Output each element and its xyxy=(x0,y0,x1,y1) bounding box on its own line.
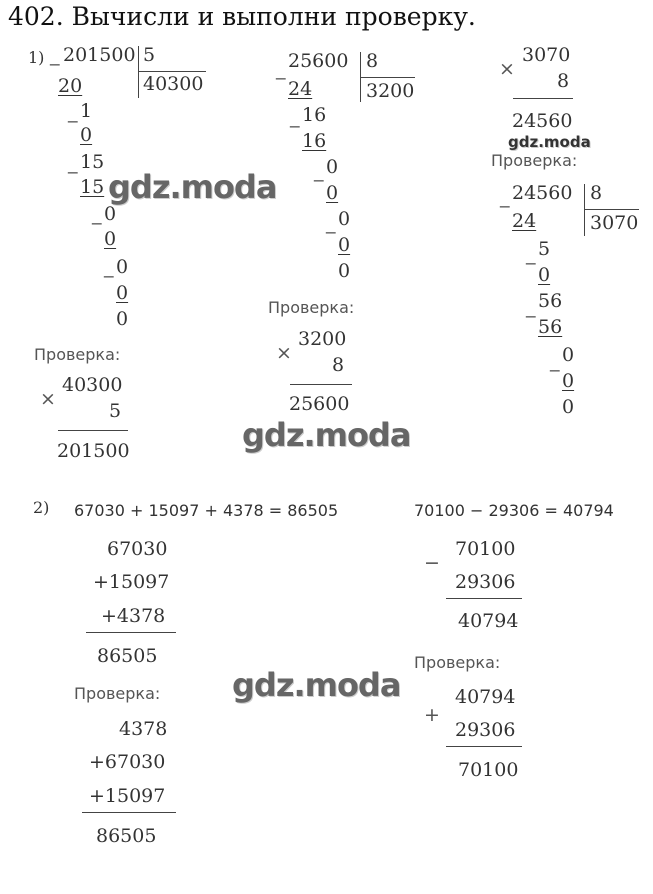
divisor: 8 xyxy=(366,50,379,72)
sum-line xyxy=(446,746,522,747)
divisor: 5 xyxy=(143,44,156,66)
step: 0 xyxy=(338,260,351,282)
minus-sign: _ xyxy=(92,203,102,225)
check-label: Проверка: xyxy=(34,345,121,364)
result-line xyxy=(290,384,352,385)
part2-label: 2) xyxy=(33,498,50,517)
product: 25600 xyxy=(289,393,350,415)
dividend: 201500 xyxy=(63,44,136,66)
addend: +15097 xyxy=(89,785,166,807)
step: 24 xyxy=(288,78,313,100)
factor-b: 5 xyxy=(109,400,122,422)
step: 0 xyxy=(104,228,117,250)
step: 0 xyxy=(562,396,575,418)
step: 0 xyxy=(116,282,129,304)
sum: 86505 xyxy=(97,645,158,667)
addend: 40794 xyxy=(455,686,516,708)
addend: +4378 xyxy=(101,605,166,627)
step: 0 xyxy=(326,182,339,204)
exercise-title: 402. Вычисли и выполни проверку. xyxy=(8,2,476,31)
watermark: gdz.moda xyxy=(108,168,277,206)
step: 0 xyxy=(116,308,129,330)
minus-sign: _ xyxy=(68,152,78,174)
addend: 67030 xyxy=(107,538,168,560)
factor-a: 3070 xyxy=(522,44,571,66)
product: 24560 xyxy=(512,110,573,132)
step: 0 xyxy=(538,264,551,286)
result-line xyxy=(58,430,128,431)
factor-a: 3200 xyxy=(298,328,347,350)
step: 0 xyxy=(116,256,129,278)
minus-sign: _ xyxy=(526,243,536,265)
multiply-sign: × xyxy=(276,342,292,364)
factor-b: 8 xyxy=(557,70,570,92)
step: 0 xyxy=(338,234,351,256)
minus-sign: _ xyxy=(314,160,324,182)
step: 56 xyxy=(538,290,563,312)
difference-line xyxy=(446,598,522,599)
check-label: Проверка: xyxy=(268,298,355,317)
minus-sign: _ xyxy=(276,58,286,80)
step: 15 xyxy=(80,151,105,173)
minus-sign: _ xyxy=(104,256,114,278)
divisor: 8 xyxy=(590,182,603,204)
step: 20 xyxy=(58,75,83,97)
step: 0 xyxy=(326,156,339,178)
addend: 29306 xyxy=(455,719,516,741)
difference: 40794 xyxy=(458,610,519,632)
minus-sign: − xyxy=(424,552,440,574)
minus-sign: _ xyxy=(50,44,60,66)
plus-sign: + xyxy=(424,704,440,726)
quotient-line xyxy=(584,209,639,210)
minus-sign: _ xyxy=(526,296,536,318)
dividend: 24560 xyxy=(512,182,573,204)
result-line xyxy=(513,98,573,99)
step: 5 xyxy=(538,238,551,260)
step: 16 xyxy=(302,130,327,152)
sum-line xyxy=(82,812,176,813)
step: 0 xyxy=(562,344,575,366)
minus-sign: _ xyxy=(500,186,510,208)
check-label: Проверка: xyxy=(491,151,578,170)
division-bar xyxy=(584,184,585,236)
minus-sign: _ xyxy=(290,106,300,128)
step: 0 xyxy=(338,208,351,230)
check-label: Проверка: xyxy=(74,684,161,703)
sum-line xyxy=(86,632,176,633)
multiply-sign: × xyxy=(499,58,515,80)
equation-2: 70100 − 29306 = 40794 xyxy=(414,501,614,520)
quotient: 3070 xyxy=(590,212,639,234)
subtrahend: 29306 xyxy=(455,571,516,593)
part1-label: 1) xyxy=(28,48,45,67)
step: 0 xyxy=(80,124,93,146)
addend: +67030 xyxy=(89,751,166,773)
equation-1: 67030 + 15097 + 4378 = 86505 xyxy=(74,501,339,520)
addend: 4378 xyxy=(119,718,168,740)
check-label: Проверка: xyxy=(414,653,501,672)
watermark-small: gdz.moda xyxy=(508,133,591,151)
quotient: 3200 xyxy=(366,80,415,102)
step: 15 xyxy=(80,176,105,198)
quotient-line xyxy=(138,71,206,72)
multiply-sign: × xyxy=(40,388,56,410)
minus-sign: _ xyxy=(326,212,336,234)
addend: +15097 xyxy=(93,571,170,593)
quotient-line xyxy=(360,77,415,78)
division-bar xyxy=(138,46,139,98)
step: 56 xyxy=(538,316,563,338)
minus-sign: _ xyxy=(550,350,560,372)
step: 24 xyxy=(512,210,537,232)
sum: 70100 xyxy=(458,759,519,781)
watermark: gdz.moda xyxy=(242,416,411,454)
watermark: gdz.moda xyxy=(232,666,401,704)
step: 16 xyxy=(302,104,327,126)
quotient: 40300 xyxy=(143,73,204,95)
step: 1 xyxy=(80,100,93,122)
sum: 86505 xyxy=(96,825,157,847)
minus-sign: _ xyxy=(68,101,78,123)
minuend: 70100 xyxy=(455,538,516,560)
dividend: 25600 xyxy=(288,50,349,72)
step: 0 xyxy=(104,203,117,225)
product: 201500 xyxy=(57,440,130,462)
step: 0 xyxy=(562,370,575,392)
factor-b: 8 xyxy=(332,354,345,376)
factor-a: 40300 xyxy=(62,374,123,396)
